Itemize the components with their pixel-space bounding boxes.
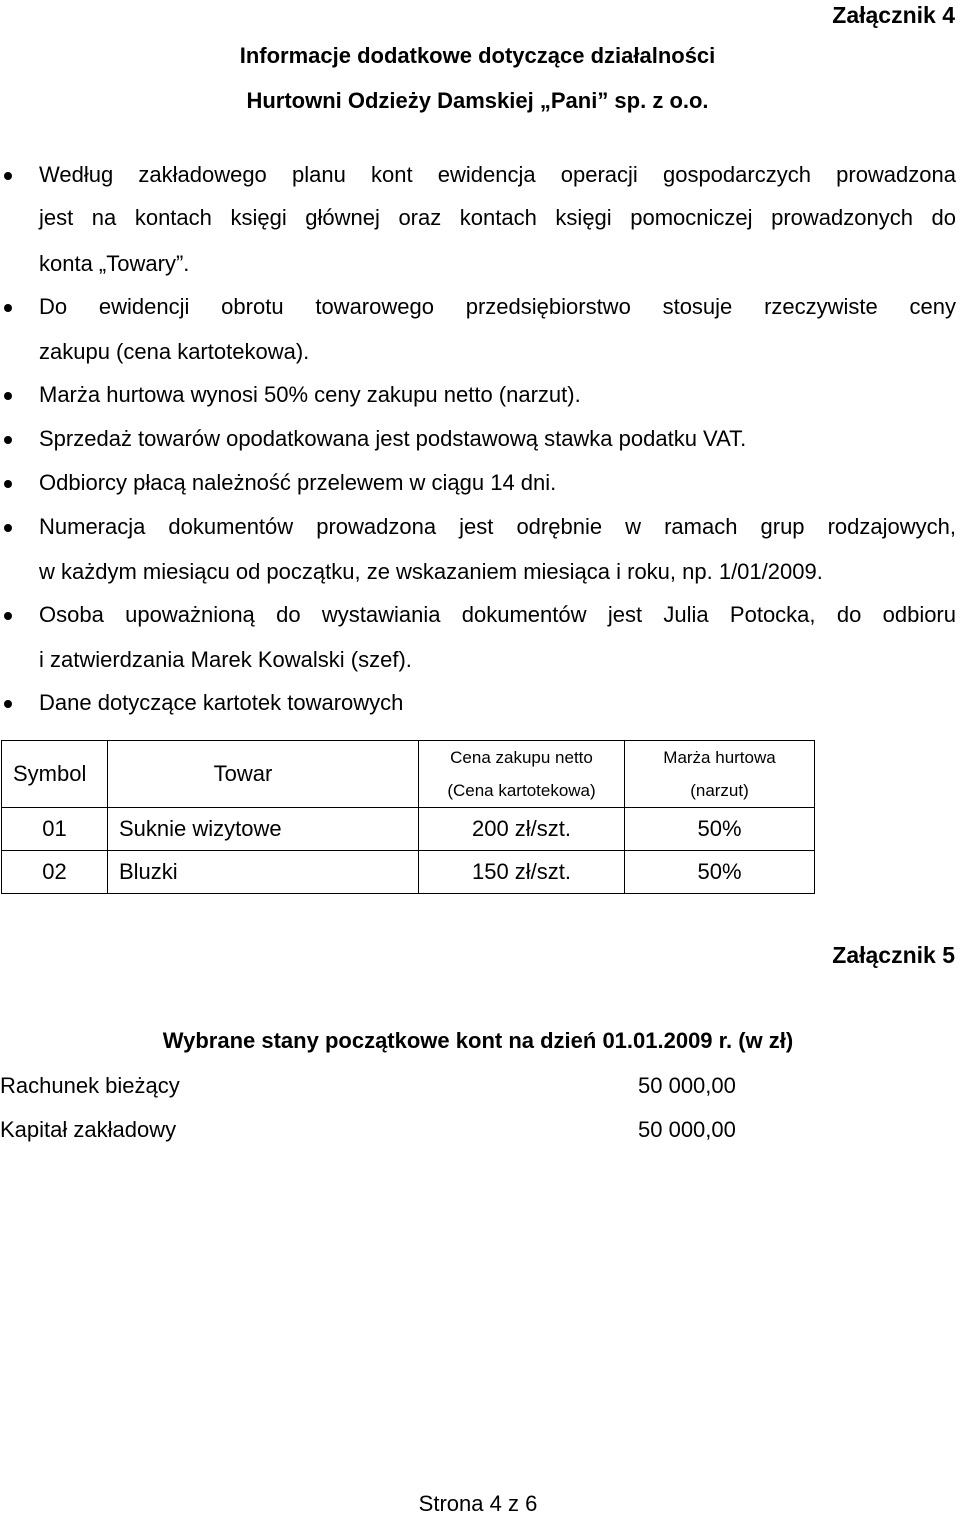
- table-header-row: [2, 741, 815, 808]
- bullet-dot-icon: [4, 612, 12, 620]
- cell-towar: Suknie wizytowe: [108, 808, 419, 851]
- attachment-5-label: Załącznik 5: [832, 942, 955, 968]
- document-title-line-2: Hurtowni Odzieży Damskiej „Pani” sp. z o.o.: [246, 88, 709, 113]
- header-cena-line-1: Cena zakupu netto: [450, 748, 593, 767]
- list-item-line: Według zakładowego planu kont ewidencja operacji gospodarczych prowadzona: [39, 162, 956, 187]
- goods-table: [1, 740, 815, 894]
- balance-account-label: Kapitał zakładowy: [0, 1117, 177, 1142]
- list-item-line: w każdym miesiącu od początku, ze wskazaniem miesiąca i roku, np. 1/01/2009.: [39, 559, 823, 584]
- cell-towar: Bluzki: [108, 851, 419, 894]
- balance-account-label: Rachunek bieżący: [0, 1073, 180, 1098]
- cell-symbol: 02: [2, 851, 108, 894]
- header-cena-line-2: (Cena kartotekowa): [447, 781, 596, 800]
- bullet-dot-icon: [4, 700, 12, 708]
- bullet-dot-icon: [4, 172, 12, 180]
- cell-cena: 200 zł/szt.: [419, 808, 625, 851]
- balance-amount: 50 000,00: [638, 1117, 736, 1142]
- list-item-line: Marża hurtowa wynosi 50% ceny zakupu netto (narzut).: [39, 382, 581, 407]
- header-cena: [419, 741, 625, 808]
- bullet-dot-icon: [4, 524, 12, 532]
- cell-cena: 150 zł/szt.: [419, 851, 625, 894]
- list-item-line: Odbiorcy płacą należność przelewem w ciągu 14 dni.: [39, 470, 557, 495]
- table-row: [2, 851, 815, 894]
- bullet-dot-icon: [4, 480, 12, 488]
- table-row: [2, 808, 815, 851]
- attachment-4-label: Załącznik 4: [832, 2, 955, 28]
- bullet-dot-icon: [4, 304, 12, 312]
- cell-symbol: 01: [2, 808, 108, 851]
- list-item-line: Numeracja dokumentów prowadzona jest odrębnie w ramach grup rodzajowych,: [39, 514, 956, 539]
- cell-marza: 50%: [625, 851, 815, 894]
- cell-marza: 50%: [625, 808, 815, 851]
- header-towar: Towar: [108, 741, 419, 808]
- header-marza: [625, 741, 815, 808]
- list-item-line: i zatwierdzania Marek Kowalski (szef).: [39, 647, 412, 672]
- page-number: Strona 4 z 6: [418, 1491, 538, 1516]
- list-item-line: Osoba upoważnioną do wystawiania dokumentów jest Julia Potocka, do odbioru: [39, 602, 956, 627]
- balances-title: Wybrane stany początkowe kont na dzień 01.01.2009 r. (w zł): [162, 1028, 794, 1053]
- list-item-line: zakupu (cena kartotekowa).: [39, 339, 310, 364]
- list-item-line: Do ewidencji obrotu towarowego przedsiębiorstwo stosuje rzeczywiste ceny: [39, 294, 956, 319]
- header-symbol: Symbol: [2, 741, 108, 808]
- header-marza-line-2: (narzut): [690, 781, 749, 800]
- bullet-dot-icon: [4, 392, 12, 400]
- document-title-line-1: Informacje dodatkowe dotyczące działalności: [239, 43, 716, 68]
- header-marza-line-1: Marża hurtowa: [663, 748, 776, 767]
- balance-amount: 50 000,00: [638, 1073, 736, 1098]
- bullet-dot-icon: [4, 436, 12, 444]
- list-item-line: Sprzedaż towarów opodatkowana jest podstawową stawka podatku VAT.: [39, 426, 747, 451]
- list-item-line: Dane dotyczące kartotek towarowych: [39, 690, 404, 715]
- list-item-line: jest na kontach księgi głównej oraz kontach księgi pomocniczej prowadzonych do: [39, 205, 956, 230]
- list-item-line: konta „Towary”.: [39, 251, 190, 276]
